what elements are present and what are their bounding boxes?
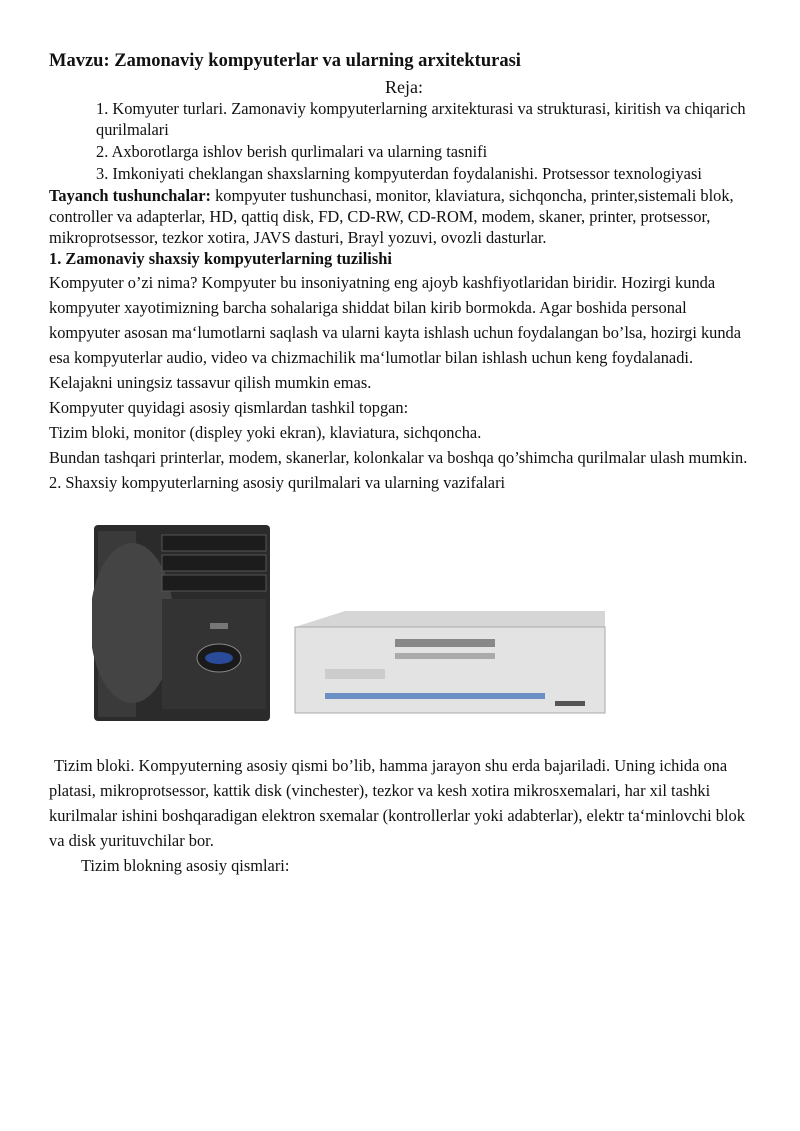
- section1-heading: 1. Zamonaviy shaxsiy kompyuterlarning tuzilishi: [49, 249, 392, 268]
- plan-heading: Reja:: [385, 77, 423, 97]
- section1-paragraph: Kompyuter o’zi nima? Kompyuter bu insoniyatning eng ajoyb kashfiyotlaridan biridir. Hozirgi kunda kompyuter xayotimizning barcha sohalariga shiddat bilan kirib bormokda. Agar boshida personal kompyuter asosan ma‘lumotlarni saqlash va ularni kayta ishlash uchun foydalangan bo’lsa, hozirgi kunda esa kompyuterlar audio, video va chizmachilik ma‘lumotlar bilan ishlash uchun keng foydalanadi. Kelajakni uningsiz tassavur qilish mumkin emas.: [49, 273, 742, 392]
- plan-item-2: 2. Axborotlarga ishlov berish qurlimalari va ularning tasnifi: [96, 142, 488, 161]
- key-terms-label: Tayanch tushunchalar:: [49, 186, 211, 205]
- plan-item-1: 1. Komyuter turlari. Zamonaviy kompyuterlarning arxitekturasi va strukturasi, kiritish va chiqarich qurilmalari: [96, 99, 746, 139]
- document-title: Mavzu: Zamonaviy kompyuterlar va ularning arxitekturasi: [49, 51, 521, 71]
- key-terms-text: kompyuter tushunchasi, monitor, klaviatura, sichqoncha, printer,sistemali blok, controller va adapterlar, HD, qattiq disk, FD, CD-RW, CD-ROM, modem, skaner, printer, protsessor, mikroprotsessor, tezkor xotira, JAVS dasturi, Brayl yozuvi, ovozli dasturlar.: [49, 186, 734, 247]
- components-intro: Kompyuter quyidagi asosiy qismlardan tashkil topgan:: [49, 398, 409, 417]
- peripherals-paragraph: Bundan tashqari printerlar, modem, skanerlar, kolonkalar va boshqa qo’shimcha qurilmalar ulash mumkin.: [49, 448, 748, 467]
- plan-item-3: 3. Imkoniyati cheklangan shaxslarning kompyuterdan foydalanishi. Protsessor texnologiyasi: [96, 164, 702, 183]
- components-list: Tizim bloki, monitor (displey yoki ekran), klaviatura, sichqoncha.: [49, 423, 482, 442]
- plan-list: [49, 98, 759, 184]
- desktop-case-image: [285, 609, 607, 715]
- key-terms-paragraph: [49, 185, 759, 248]
- system-unit-paragraph: Tizim bloki. Kompyuterning asosiy qismi bo’lib, hamma jarayon shu erda bajariladi. Uning ichida ona platasi, mikroprotsessor, kattik disk (vinchester), tezkor va kesh xotira mikrosxemalari, har xil tashki kurilmalar ishini boshqaradigan elektron sxemalar (kontrollerlar yoki adabterlar), elektr ta‘minlovchi blok va disk yurituvchilar bor.: [49, 756, 745, 850]
- document-page: [49, 48, 759, 878]
- section2-heading: 2. Shaxsiy kompyuterlarning asosiy qurilmalari va ularning vazifalari: [49, 473, 506, 492]
- tower-case-image: [92, 523, 272, 723]
- computer-figure: [49, 501, 759, 751]
- system-unit-parts: Tizim blokning asosiy qismlari:: [81, 856, 290, 875]
